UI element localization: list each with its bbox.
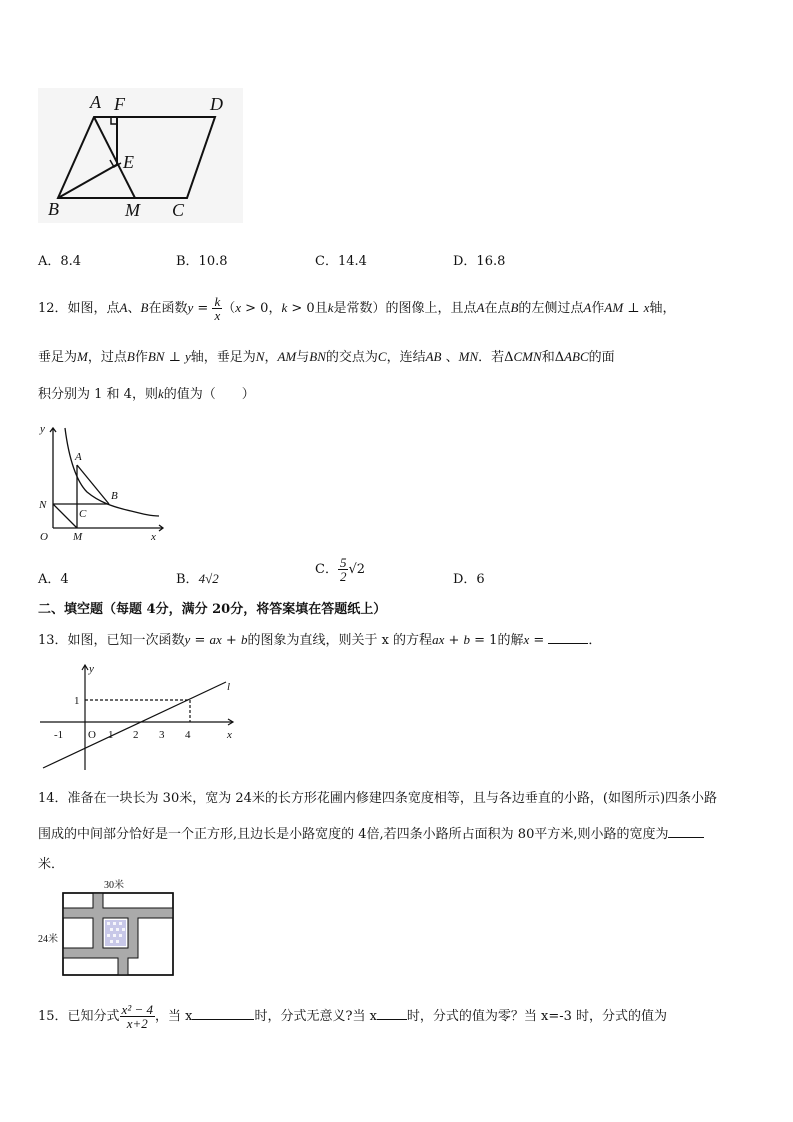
- fig14-label-top: 30米: [104, 880, 124, 891]
- q13-text: 13．如图，已知一次函数y = ax + b的图象为直线，则关于 x 的方程ax + b = 1的解x = ．: [38, 629, 601, 650]
- fig12-label-c: C: [79, 508, 87, 520]
- q14-line2: 围成的中间部分恰好是一个正方形,且边长是小路宽度的 4倍,若四条小路所占面积为 80平方米,则小路的宽度为: [38, 823, 704, 844]
- q11-figure: [38, 88, 243, 223]
- fig13-label-1-y: 1: [74, 695, 80, 707]
- q12-line1: 12．如图，点A、B在函数y = $\frac{k}{x}$ （x > 0，k > 0且k是常数）的图像上，且点A在点B的左侧过点A作AM ⊥ x轴，: [38, 294, 676, 323]
- fig12-label-o: O: [40, 531, 48, 543]
- q15-blank-1[interactable]: [192, 1005, 254, 1020]
- q14-line1: 14．准备在一块长为 30米，宽为 24米的长方形花圃内修建四条宽度相等，且与各边垂直的小路，(如图所示)四条小路: [38, 791, 718, 806]
- fig11-label-c: C: [172, 200, 185, 220]
- q15-blank-2[interactable]: [377, 1005, 407, 1020]
- fig13-label-x: x: [227, 729, 232, 741]
- q12-option-c[interactable]: C． $\frac{5}{2}$ √2: [315, 555, 366, 584]
- fig11-label-m: M: [125, 200, 140, 220]
- q14-line3: 米．: [38, 857, 65, 872]
- fig13-label-o: O: [88, 729, 96, 741]
- fig11-label-d: D: [210, 94, 223, 114]
- fig11-label-f: F: [114, 94, 125, 114]
- q11-option-a[interactable]: A．8.4: [38, 254, 82, 269]
- q12-option-d[interactable]: D．6: [453, 572, 485, 587]
- fig11-label-a: A: [90, 92, 101, 112]
- fig12-label-a: A: [75, 451, 82, 463]
- fig13-label-y: y: [89, 663, 94, 675]
- fig13-label-2: 2: [133, 729, 139, 741]
- section-heading: 二、填空题（每题 4分，满分 20分，将答案填在答题纸上）: [38, 602, 387, 617]
- q14-answer-blank[interactable]: [668, 823, 704, 838]
- fig13-label-l: l: [227, 681, 231, 693]
- q13-figure: [38, 660, 243, 775]
- fig13-label-4: 4: [185, 729, 191, 741]
- fig12-label-y: y: [40, 423, 45, 435]
- fig12-label-n: N: [39, 499, 47, 511]
- q11-option-c[interactable]: C．14.4: [315, 254, 367, 269]
- q14-figure: [38, 878, 178, 978]
- fig14-label-left: 24米: [38, 934, 58, 945]
- fig13-label-3: 3: [159, 729, 165, 741]
- q12-figure: [35, 420, 170, 545]
- q12-option-a[interactable]: A．4: [38, 572, 69, 587]
- fig12-label-m: M: [73, 531, 83, 543]
- q11-option-d[interactable]: D．16.8: [453, 254, 506, 269]
- fig12-label-b: B: [111, 490, 118, 502]
- q12-line2: 垂足为M，过点B作BN ⊥ y轴，垂足为N，AM与BN的交点为C，连结AB 、MN．若ΔCMN和ΔABC的面: [38, 349, 615, 365]
- q13-answer-blank[interactable]: [548, 629, 588, 644]
- fig12-label-x: x: [151, 531, 156, 543]
- q12-line3: 积分别为 1 和 4，则k的值为（ ）: [38, 386, 255, 402]
- q12-option-b[interactable]: B．4√2: [176, 571, 219, 587]
- fig13-label-1: 1: [108, 729, 114, 741]
- fig11-label-b: B: [48, 199, 59, 219]
- fig13-label-neg1: -1: [54, 729, 64, 741]
- q11-option-b[interactable]: B．10.8: [176, 254, 228, 269]
- fig11-label-e: E: [123, 152, 134, 172]
- q15-text: 15．已知分式 $\frac{\text{x² − 4}}{x+2}$ ，当 x 时，分式无意义?当 x 时，分式的值为零？当 x=-3 时，分式的值为: [38, 1002, 668, 1031]
